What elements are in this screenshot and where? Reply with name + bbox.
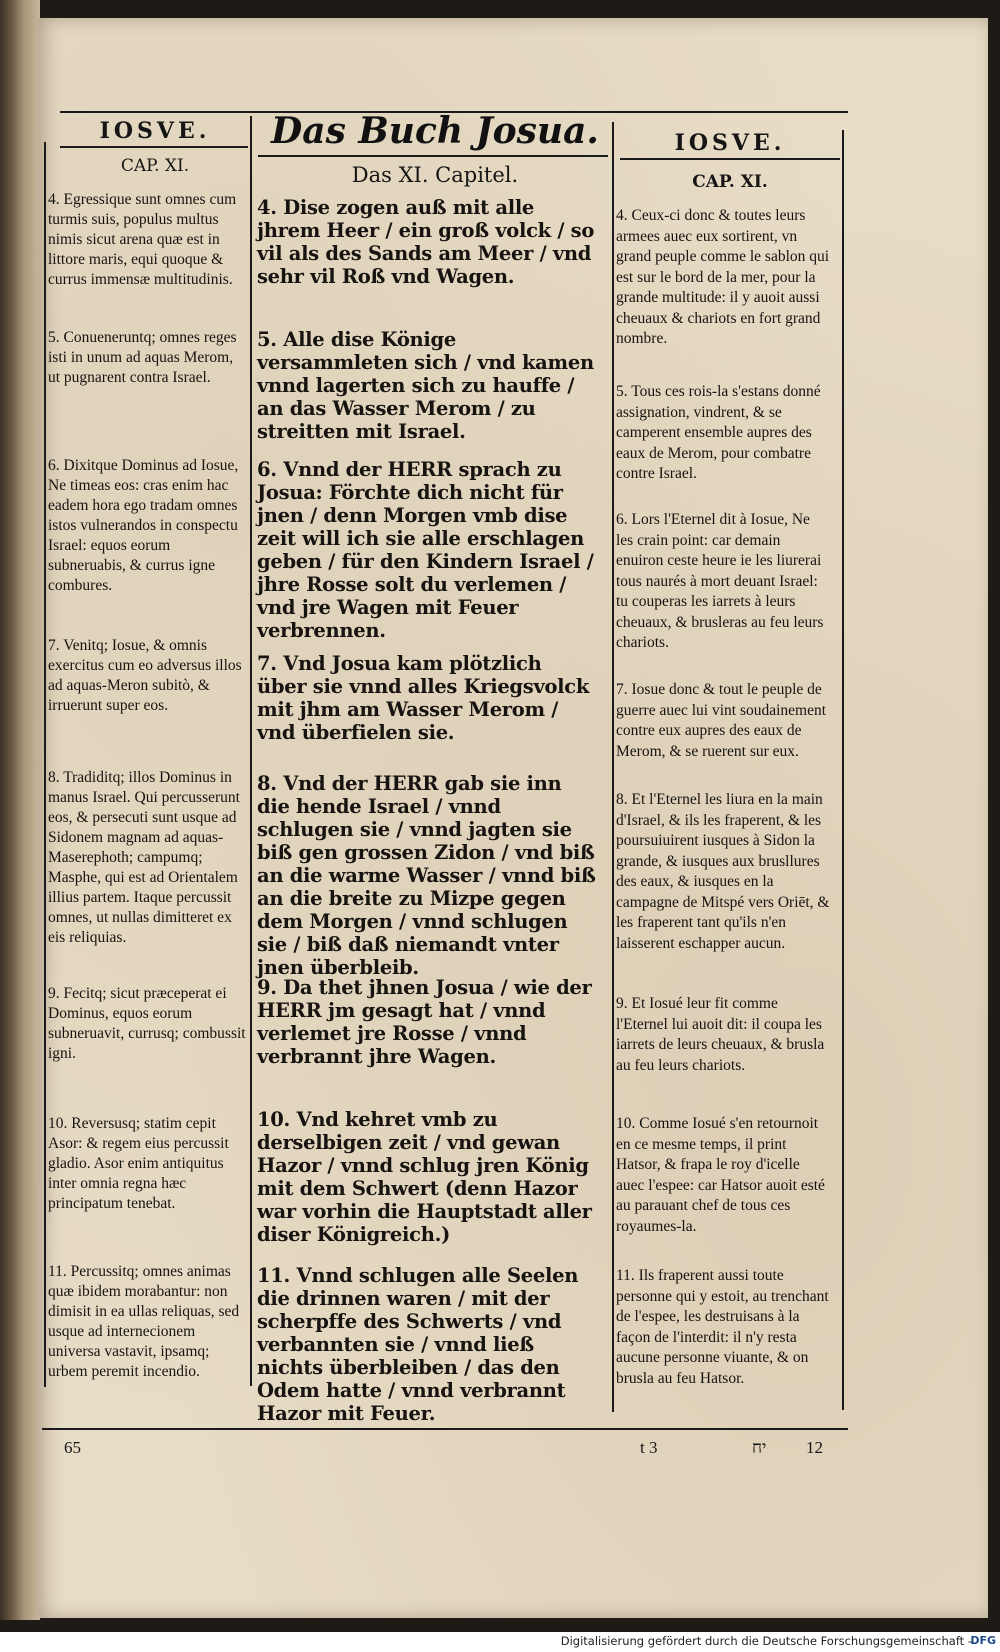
latin-verse-11: 11. Percussitq; omnes animas quæ ibidem morabantur: non dimisit in ea ullas reliquas, sed usque ad internecionem universa vastavit, ipsamq; urbem peremit incendio. — [48, 1263, 240, 1380]
column-divider-1 — [250, 116, 252, 1386]
latin-verse-5: 5. Conueneruntq; omnes reges isti in unum ad aquas Merom, ut pugnarent contra Israel. — [48, 329, 237, 386]
latin-verse-9: 9. Fecitq; sicut præceperat ei Dominus, equos eorum subneruavit, currusq; combussit igni. — [48, 985, 246, 1062]
right-border-line — [842, 130, 844, 1410]
german-verse-10: 10. Vnd kehret vmb zu derselbigen zeit / vnd gewan Hazor / vnnd schlug jren König mit dem Schwert (denn Hazor war vorhin die Hauptstadt aller diser Königreich.) — [257, 1108, 592, 1246]
latin-verse-4: 4. Egressique sunt omnes cum turmis suis, populus multus nimis sicut arena quæ est in littore maris, equi quoque & currus immensæ multitudinis. — [48, 191, 237, 288]
column-divider-2 — [612, 122, 614, 1412]
german-head-rule — [258, 155, 608, 157]
latin-verse-10: 10. Reversusq; statim cepit Asor: & regem eius percussit gladio. Asor enim antiquitus inter omnia regna hæc principatum tenebat. — [48, 1115, 229, 1212]
bottom-rule — [42, 1428, 848, 1430]
german-verse-6: 6. Vnnd der HERR sprach zu Josua: Förchte dich nicht für jnen / denn Morgen vmb dise zeit will ich sie alle erschlagen geben / für den Kindern Israel / jhre Rosse solt du verlemen / vnd jre Wagen mit Feuer verbrennen. — [257, 458, 594, 642]
french-verse-7: 7. Iosue donc & tout le peuple de guerre auec lui vint soudainement contre eux aupres des eaux de Merom, & se ruerent sur eux. — [616, 681, 827, 760]
french-verse-5: 5. Tous ces rois-la s'estans donné assignation, vindrent, & se camperent ensemble aupres des eaux de Merom, pour combatre contre Israel. — [616, 383, 821, 482]
french-verse-11: 11. Ils fraperent aussi toute personne qui y estoit, au trenchant de l'espee, les destruisans à la façon de l'interdit: il n'y resta aucune personne viuante, & on brusla au feu Hatsor. — [616, 1267, 829, 1387]
footer-hebrew-marker: יח — [752, 1438, 767, 1457]
latin-verse-7: 7. Venitq; Iosue, & omnis exercitus cum eo adversus illos ad aquas-Meron subitò, & irruerunt super eos. — [48, 637, 242, 714]
german-verse-5: 5. Alle dise Könige versammleten sich / vnd kamen vnnd lagerten sich zu hauffe / an das Wasser Merom / zu streitten mit Israel. — [257, 328, 594, 443]
french-verse-4: 4. Ceux-ci donc & toutes leurs armees auec eux sortirent, vn grand peuple comme le sablon qui est sur le bord de la mer, pour la grande multitude: il y auoit aussi cheuaux & chariots en fort grand nombre. — [616, 207, 830, 347]
latin-verse-8: 8. Tradiditq; illos Dominus in manus Israel. Qui percusserunt eos, & persecuti sunt usque ad Sidonem magnam ad aquas-Maserephoth; campumq; Masphe, qui est ad Orientalem illius partem. Itaque percussit omnes, ut nullas dimitteret ex eis reliquias. — [48, 769, 240, 946]
french-verse-10: 10. Comme Iosué s'en retournoit en ce mesme temps, il print Hatsor, & frapa le roy d'icelle auec l'espee: car Hatsor auoit esté au parauant chef de tous ces royaumes-la. — [616, 1115, 825, 1235]
french-head-rule — [620, 158, 840, 160]
german-verse-8: 8. Vnd der HERR gab sie inn die hende Israel / vnnd schlugen sie / vnnd jagten sie biß gen grossen Zidon / vnd biß an die warme Wasser / vnnd biß an die breite zu Mizpe gegen dem Morgen / vnnd schlugen sie / biß daß niemandt vnter jnen überbleib. — [257, 772, 596, 979]
dfg-logo: DFG — [970, 1634, 996, 1647]
running-head-french: IOSVE. — [674, 130, 786, 156]
german-verse-7: 7. Vnd Josua kam plötzlich über sie vnnd alles Kriegsvolck mit jhm am Wasser Merom / vnd überfielen sie. — [257, 652, 590, 744]
french-verse-8: 8. Et l'Eternel les liura en la main d'Israel, & ils les fraperent, & les poursuiuirent iusques à Sidon la grande, & iusques aux brusllures des eaux, & iusques en la campagne de Mitspé vers Oriēt, & les fraperent tant qu'ils n'en laisserent eschapper aucun. — [616, 791, 830, 952]
footer-page-number: 12 — [806, 1438, 823, 1457]
french-verse-9: 9. Et Iosué leur fit comme l'Eternel lui auoit dit: il coupa les iarrets de leurs cheuaux, & brusla au feu leurs chariots. — [616, 995, 825, 1074]
french-verse-6: 6. Lors l'Eternel dit à Iosue, Ne les crain point: car demain enuiron ceste heure ie les liurerai tous naurés à mort deuant Israel: tu couperas les iarrets à leurs cheuaux, & brusleras au feu leurs chariots. — [616, 511, 824, 651]
book-binding — [0, 0, 40, 1620]
chapter-heading-latin: CAP. XI. — [120, 156, 190, 176]
running-head-german: Das Buch Josua. — [271, 110, 599, 152]
chapter-heading-french: CAP. XI. — [692, 172, 768, 192]
digitization-credit: Digitalisierung gefördert durch die Deutsche Forschungsgemeinschaft - — [560, 1634, 972, 1648]
latin-head-rule — [60, 146, 248, 148]
german-verse-9: 9. Da thet jhnen Josua / wie der HERR jm gesagt hat / vnnd verlemet jre Rosse / vnnd verbrannt jhre Wagen. — [257, 976, 592, 1068]
left-border-line — [44, 142, 46, 1387]
footer-signature: t 3 — [640, 1438, 658, 1457]
german-verse-11: 11. Vnnd schlugen alle Seelen die drinnen waren / mit der scherpffe des Schwerts / vnd verbannten sie / vnnd ließ nichts überbleiben / das den Odem hatte / vnnd verbrannt Hazor mit Feuer. — [257, 1264, 579, 1425]
latin-verse-6: 6. Dixitque Dominus ad Iosue, Ne timeas eos: cras enim hac eadem hora ego tradam omnes istos vulnerandos in conspectu Israel: equos eorum subneruabis, & currus igne combures. — [48, 457, 239, 594]
chapter-heading-german: Das XI. Capitel. — [351, 163, 519, 187]
running-head-latin: IOSVE. — [99, 118, 211, 144]
german-verse-4: 4. Dise zogen auß mit alle jhrem Heer / ein groß volck / so vil als des Sands am Meer / vnd sehr vil Roß vnd Wagen. — [257, 196, 595, 288]
footer-catchword-left: 65 — [64, 1438, 81, 1457]
